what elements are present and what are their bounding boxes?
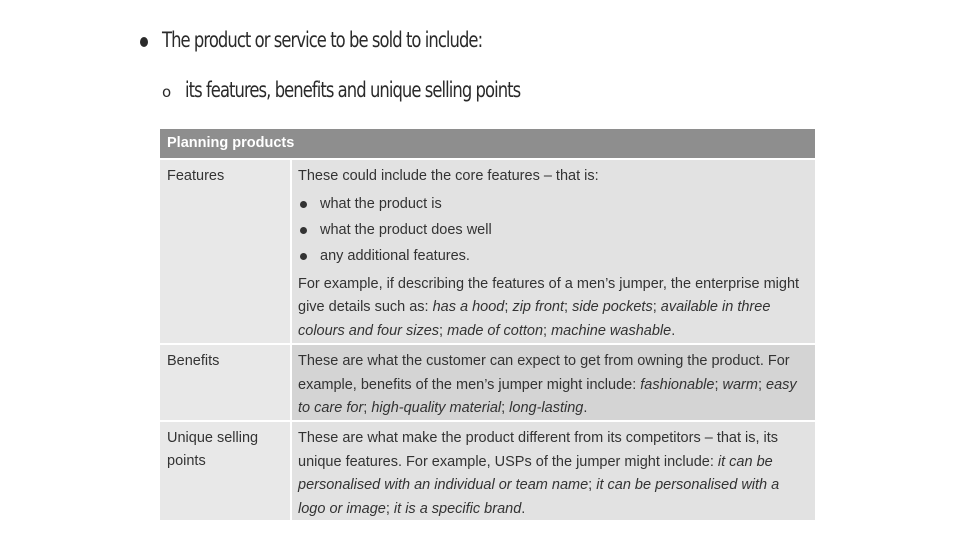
separator: ; [757, 376, 767, 393]
list-item [298, 218, 807, 244]
row-description [290, 345, 815, 420]
bullet-text: The product or service to be sold to include: [162, 28, 483, 52]
sub-bullet-point [162, 78, 615, 102]
bullet-icon [300, 227, 307, 234]
list-item [298, 244, 807, 270]
row-label: Features [160, 160, 290, 343]
example-item: has a hood [432, 299, 505, 315]
example-prefix: For example, if describing the features of a men’s jumper, the enterprise might give details such as: [298, 275, 800, 315]
separator: ; [363, 400, 372, 416]
example-item: it can be personalised with a logo or image [298, 477, 780, 517]
separator: ; [439, 322, 448, 339]
list-item-text: what the product does well [320, 221, 492, 238]
bullet-icon [140, 37, 148, 47]
separator: ; [714, 376, 723, 393]
example-item: zip front [512, 299, 565, 315]
separator: . [583, 400, 588, 416]
sub-bullet-text: its features, benefits and unique selling points [185, 78, 521, 102]
planning-products-table [160, 129, 815, 516]
example-item: machine washable [551, 322, 672, 339]
example-item: made of cotton [447, 322, 544, 339]
table-row-benefits [160, 343, 815, 420]
list-item-text: what the product is [320, 195, 442, 212]
list-item [298, 192, 807, 218]
description-prefix: These are what the customer can expect to get from owning the product. For example, benefits of the men’s jumper might include: [298, 353, 790, 393]
bullet-icon [300, 253, 307, 260]
row-description [290, 160, 815, 343]
list-item-text: any additional features. [320, 247, 470, 264]
description-prefix: These are what make the product different from its competitors – that is, its unique features. For example, USPs of the jumper might include: [298, 430, 779, 470]
features-intro: These could include the core features – that is: [298, 168, 599, 184]
separator: ; [588, 477, 597, 493]
table-row-unique-selling-points [160, 420, 815, 520]
row-description [290, 422, 815, 520]
separator: ; [504, 299, 513, 315]
row-label: Unique selling points [160, 422, 290, 520]
example-item: high-quality material [371, 400, 502, 416]
example-item: side pockets [572, 299, 653, 315]
bullet-icon [300, 201, 307, 208]
features-list [298, 192, 807, 270]
bullet-point [140, 28, 572, 52]
separator: ; [543, 322, 552, 339]
separator: ; [501, 400, 510, 416]
separator: ; [385, 500, 394, 517]
separator: . [521, 500, 526, 517]
example-item: available in three colours and four sizes [298, 299, 771, 339]
separator: ; [652, 299, 661, 315]
separator: . [671, 322, 676, 339]
sub-bullet-marker: o [162, 83, 172, 101]
example-item: warm [722, 376, 758, 393]
example-item: long-lasting [509, 400, 584, 416]
table-row-features [160, 158, 815, 343]
example-item: easy to care for [298, 376, 797, 416]
separator: ; [564, 299, 573, 315]
features-example [298, 273, 807, 344]
example-item: it can be personalised with an individual or team name [298, 453, 773, 493]
table-header: Planning products [160, 129, 815, 158]
example-item: it is a specific brand [393, 500, 522, 517]
row-label: Benefits [160, 345, 290, 420]
example-item: fashionable [640, 376, 715, 393]
